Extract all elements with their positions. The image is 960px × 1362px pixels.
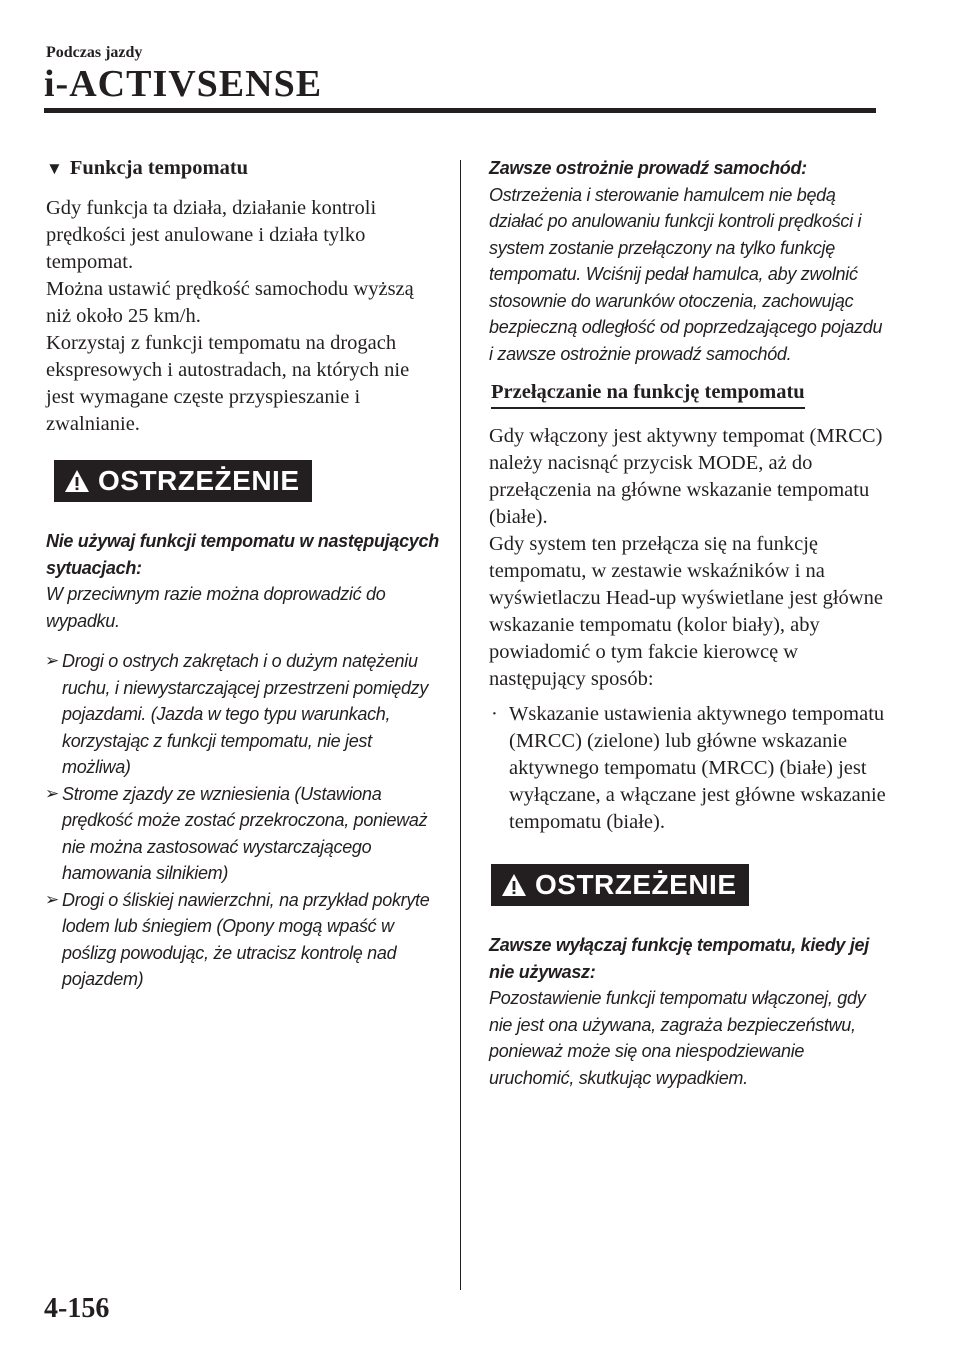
list-item: ➢ Strome zjazdy ze wzniesienia (Ustawiona prędkość może zostać przekroczona, ponieważ nie można zastosować wystarczającego hamowania silnikiem): [46, 781, 441, 887]
switch-heading: Przełączanie na funkcję tempomatu: [491, 379, 805, 409]
section-title: Podczas jazdy: [46, 44, 143, 61]
arrow-pointer-icon: ➢: [45, 783, 59, 803]
header-rule: [44, 108, 876, 113]
warning-badge: [54, 460, 312, 502]
warning-list: [46, 648, 441, 993]
subsection-heading: [46, 155, 441, 182]
column-divider: [460, 160, 461, 1290]
warning-body: W przeciwnym razie można doprowadzić do wypadku.: [46, 584, 386, 631]
indication-list: [489, 701, 889, 836]
list-item: · Wskazanie ustawienia aktywnego tempomatu (MRCC) (zielone) lub główne wskazanie aktywnego tempomatu (MRCC) (białe) jest wyłączane, a włączane jest główne wskazanie tempomatu (białe).: [491, 703, 886, 833]
list-item: ➢ Drogi o śliskiej nawierzchni, na przykład pokryte lodem lub śniegiem (Opony mogą wpaść w poślizg powodując, że utracisz kontrolę nad pojazdem): [46, 887, 441, 993]
list-item: ➢ Drogi o ostrych zakrętach i o dużym natężeniu ruchu, i niewystarczającej przestrzeni pomiędzy pojazdami. (Jazda w tego typu warunkach, korzystając z funkcji tempomatu, nie jest możliwa): [46, 648, 441, 781]
warning-badge-wrap: [491, 864, 889, 906]
warning-badge: [491, 864, 749, 906]
warning-triangle-icon: [64, 469, 90, 493]
caution-body: Ostrzeżenia i sterowanie hamulcem nie będą działać po anulowaniu funkcji kontroli prędkości i system zostanie przełączony na tylko funkcję tempomatu. Wciśnij pedał hamulca, aby zwolnić stosownie do warunków otoczenia, zachowując bezpieczną odległość od poprzedzającego pojazdu i zawsze ostrożnie prowadź samochód.: [489, 184, 883, 364]
warning-body: Pozostawienie funkcji tempomatu włączonej, gdy nie jest ona używana, zagraża bezpieczeństwu, ponieważ może się ona niespodziewanie uruchomić, skutkując wypadkiem.: [489, 988, 866, 1088]
intro-paragraph: Gdy funkcja ta działa, działanie kontroli prędkości jest anulowane i działa tylko tempomat.: [46, 197, 377, 273]
warning-label: OSTRZEŻENIE: [535, 869, 737, 900]
right-column: [489, 155, 889, 1091]
switch-paragraph: Gdy system ten przełącza się na funkcję tempomatu, w zestawie wskaźników i na wyświetlaczu Head-up wyświetlane jest główne wskazanie tempomatu (kolor biały), aby powiadomić o tym fakcie kierowcę w następujący sposób:: [489, 533, 883, 690]
intro-paragraph: Można ustawić prędkość samochodu wyższą niż około 25 km/h.: [46, 278, 414, 327]
caution-title: Zawsze ostrożnie prowadź samochód:: [489, 158, 807, 178]
warning-content: [489, 932, 889, 1091]
warning-label: OSTRZEŻENIE: [98, 465, 300, 496]
subsection-heading-text: Funkcja tempomatu: [69, 157, 249, 179]
warning-badge-wrap: [54, 460, 441, 502]
warning-triangle-icon: [501, 873, 527, 897]
arrow-pointer-icon: ➢: [45, 651, 59, 670]
warning-content: [46, 528, 441, 993]
chapter-title: i-ACTIVSENSE: [44, 63, 323, 105]
page-number: 4-156: [44, 1293, 110, 1324]
intro-paragraph: Korzystaj z funkcji tempomatu na drogach ekspresowych i autostradach, na których nie jest wymagane częste przyspieszanie i zwalnianie.: [46, 332, 410, 435]
bullet-dot-icon: ·: [491, 703, 498, 725]
triangle-down-icon: ▼: [46, 159, 63, 178]
switch-paragraph: Gdy włączony jest aktywny tempomat (MRCC) należy nacisnąć przycisk MODE, aż do przełączenia na główne wskazanie tempomatu (białe).: [489, 425, 883, 528]
warning-title: Zawsze wyłączaj funkcję tempomatu, kiedy jej nie używasz:: [489, 935, 869, 982]
warning-title: Nie używaj funkcji tempomatu w następujących sytuacjach:: [46, 531, 439, 578]
arrow-pointer-icon: ➢: [45, 889, 59, 909]
left-column: [46, 155, 441, 993]
